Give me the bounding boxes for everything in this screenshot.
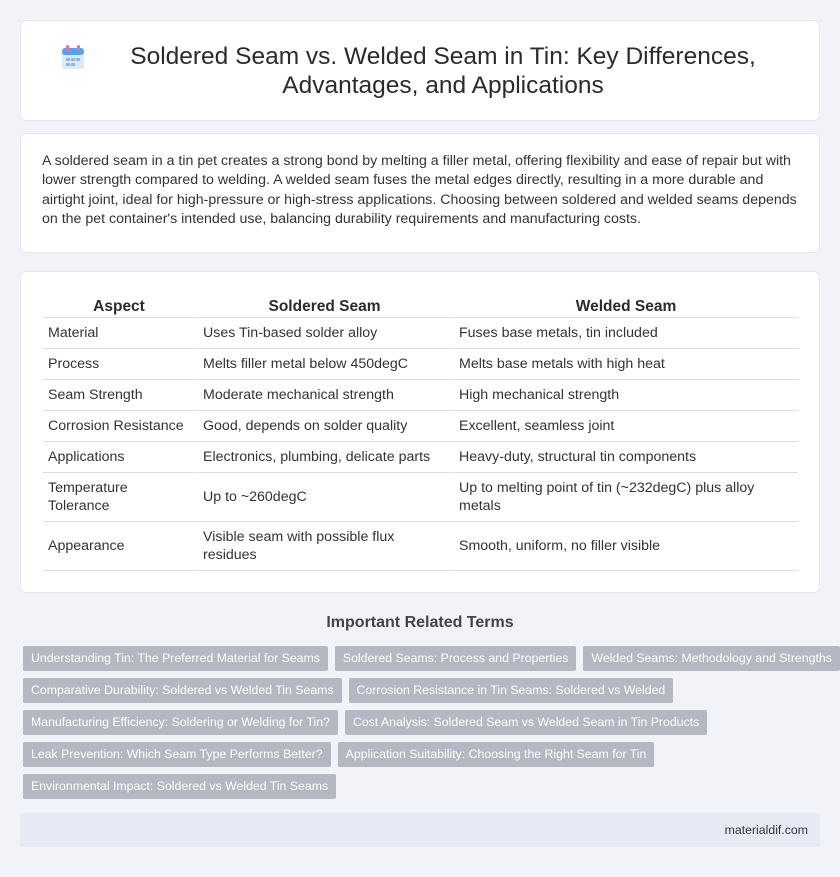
table-cell-aspect: Appearance [43, 522, 198, 571]
table-cell-soldered: Melts filler metal below 450degC [198, 349, 454, 380]
table-cell-aspect: Process [43, 349, 198, 380]
tag-row [23, 710, 823, 735]
table-cell-soldered: Moderate mechanical strength [198, 380, 454, 411]
table-cell-soldered: Visible seam with possible flux residues [198, 522, 454, 571]
related-term-tag[interactable]: Soldered Seams: Process and Properties [335, 646, 577, 671]
related-term-tag[interactable]: Application Suitability: Choosing the Right Seam for Tin [338, 742, 655, 767]
title-wrap [21, 42, 819, 100]
table-cell-aspect: Applications [43, 442, 198, 473]
table-row [43, 411, 798, 442]
table-cell-aspect: Corrosion Resistance [43, 411, 198, 442]
footer-site-link[interactable]: materialdif.com [724, 823, 808, 837]
related-terms-list [23, 646, 832, 806]
related-term-tag[interactable]: Comparative Durability: Soldered vs Welded Tin Seams [23, 678, 342, 703]
table-cell-welded: Fuses base metals, tin included [454, 318, 798, 349]
table-row [43, 380, 798, 411]
table-row [43, 442, 798, 473]
related-term-tag[interactable]: Welded Seams: Methodology and Strengths [583, 646, 839, 671]
related-term-tag[interactable]: Understanding Tin: The Preferred Material for Seams [23, 646, 328, 671]
intro-paragraph: A soldered seam in a tin pet creates a strong bond by melting a filler metal, offering flexibility and ease of repair but with lower strength compared to welding. A welded seam fuses the metal edges directly, resulting in a more durable and airtight joint, ideal for high-pressure or high-stress applications. Choosing between soldered and welded seams depends on the pet container's intended use, balancing durability requirements and manufacturing costs. [42, 153, 797, 228]
table-header-row [43, 296, 798, 318]
column-header-soldered: Soldered Seam [198, 296, 454, 318]
tag-row [23, 742, 823, 767]
table-cell-soldered: Up to ~260degC [198, 473, 454, 522]
table-cell-welded: Smooth, uniform, no filler visible [454, 522, 798, 571]
comparison-table [43, 296, 798, 571]
table-row [43, 473, 798, 522]
column-header-aspect: Aspect [43, 296, 198, 318]
table-cell-welded: Up to melting point of tin (~232degC) plus alloy metals [454, 473, 798, 522]
footer [20, 813, 820, 847]
title-card [20, 20, 820, 121]
table-cell-aspect: Seam Strength [43, 380, 198, 411]
tag-row [23, 646, 832, 671]
table-row [43, 522, 798, 571]
intro-card [20, 133, 820, 253]
table-cell-soldered: Electronics, plumbing, delicate parts [198, 442, 454, 473]
related-term-tag[interactable]: Cost Analysis: Soldered Seam vs Welded Seam in Tin Products [345, 710, 707, 735]
related-term-tag[interactable]: Corrosion Resistance in Tin Seams: Soldered vs Welded [349, 678, 674, 703]
comparison-table-card [20, 271, 820, 593]
related-term-tag[interactable]: Environmental Impact: Soldered vs Welded Tin Seams [23, 774, 336, 799]
table-cell-aspect: Temperature Tolerance [43, 473, 198, 522]
table-cell-welded: Excellent, seamless joint [454, 411, 798, 442]
table-cell-soldered: Good, depends on solder quality [198, 411, 454, 442]
related-term-tag[interactable]: Leak Prevention: Which Seam Type Performs Better? [23, 742, 331, 767]
table-cell-welded: Melts base metals with high heat [454, 349, 798, 380]
related-terms-heading: Important Related Terms [326, 614, 514, 631]
related-term-tag[interactable]: Manufacturing Efficiency: Soldering or Welding for Tin? [23, 710, 338, 735]
page-title: Soldered Seam vs. Welded Seam in Tin: Key Differences, Advantages, and Applications [130, 42, 756, 99]
table-cell-welded: Heavy-duty, structural tin components [454, 442, 798, 473]
table-row [43, 349, 798, 380]
calendar-icon [61, 44, 85, 70]
tag-row [23, 774, 823, 799]
tag-row [23, 678, 823, 703]
table-cell-welded: High mechanical strength [454, 380, 798, 411]
table-row [43, 318, 798, 349]
table-cell-soldered: Uses Tin-based solder alloy [198, 318, 454, 349]
table-cell-aspect: Material [43, 318, 198, 349]
column-header-welded: Welded Seam [454, 296, 798, 318]
